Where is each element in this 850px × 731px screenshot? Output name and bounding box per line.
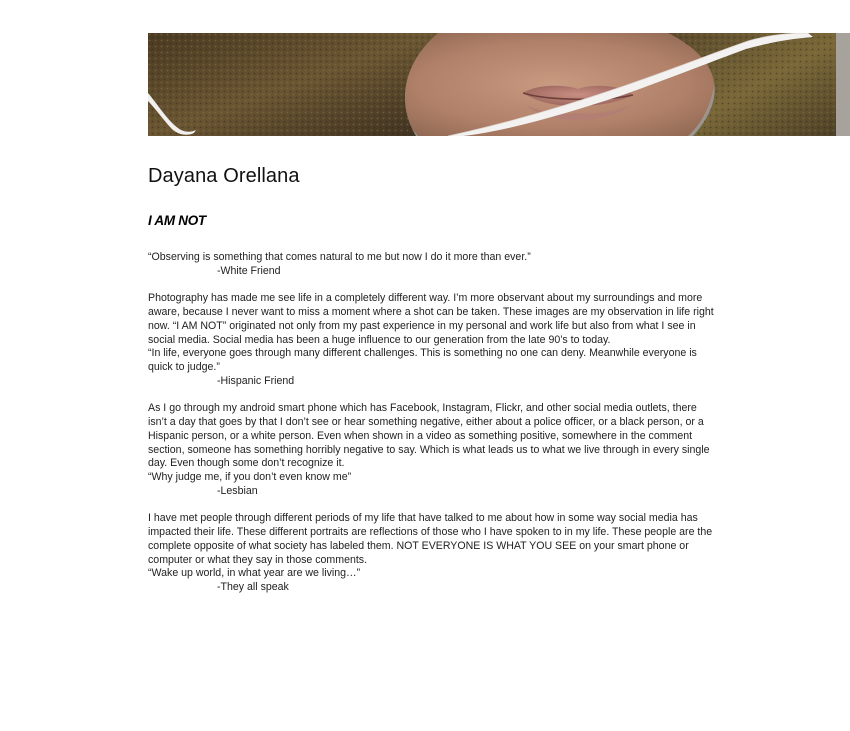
project-subtitle: I AM NOT [148,213,206,228]
page-title: Dayana Orellana [148,165,300,187]
quote-block [148,347,718,388]
quote-attribution: -White Friend [217,264,281,277]
quote-attribution: -They all speak [217,581,289,593]
header-photo [148,33,850,136]
quote-text: “In life, everyone goes through many different challenges. This is something no one can deny. Meanwhile everyone is quick to judge.” [148,347,697,373]
quote-attribution: -Hispanic Friend [217,374,295,387]
body-paragraph: I have met people through different periods of my life that have talked to me about how in some way social media has impacted their life. These different portraits are reflections of those who I have spoken to in my life. These people are the complete opposite of what society has labeled them. NOT EVERYONE IS WHAT YOU SEE on your smart phone or computer or what they say in those comments. [148,512,713,566]
quote-block [148,251,718,279]
body-paragraph: Photography has made me see life in a completely different way. I’m more observant about my surroundings and more aware, because I never want to miss a moment where a shot can be taken. These images are my observation in life right now. “I AM NOT” originated not only from my past experience in my personal and work life but also from what I see in social media. Social media has been a huge influence to our generation from the late 90’s to today. [148,292,714,346]
statement-body [148,251,718,609]
quote-block [148,567,718,595]
quote-text: “Wake up world, in what year are we living…” [148,567,361,580]
quote-block [148,471,718,499]
quote-text: “Why judge me, if you don’t even know me” [148,471,352,483]
body-paragraph: As I go through my android smart phone which has Facebook, Instagram, Flickr, and other social media outlets, there isn’t a day that goes by that I don’t see or hear something negative, either about a police officer, or a black person, or a Hispanic person, or a white person. Even when shown in a video as something positive, somewhere in the comment section, someone has something horribly negative to say. Which is what leads us to what we live through in every single day. Even though some don’t recognize it. [148,402,710,470]
quote-text: “Observing is something that comes natural to me but now I do it more than ever.” [148,251,531,263]
quote-attribution: -Lesbian [217,484,258,497]
